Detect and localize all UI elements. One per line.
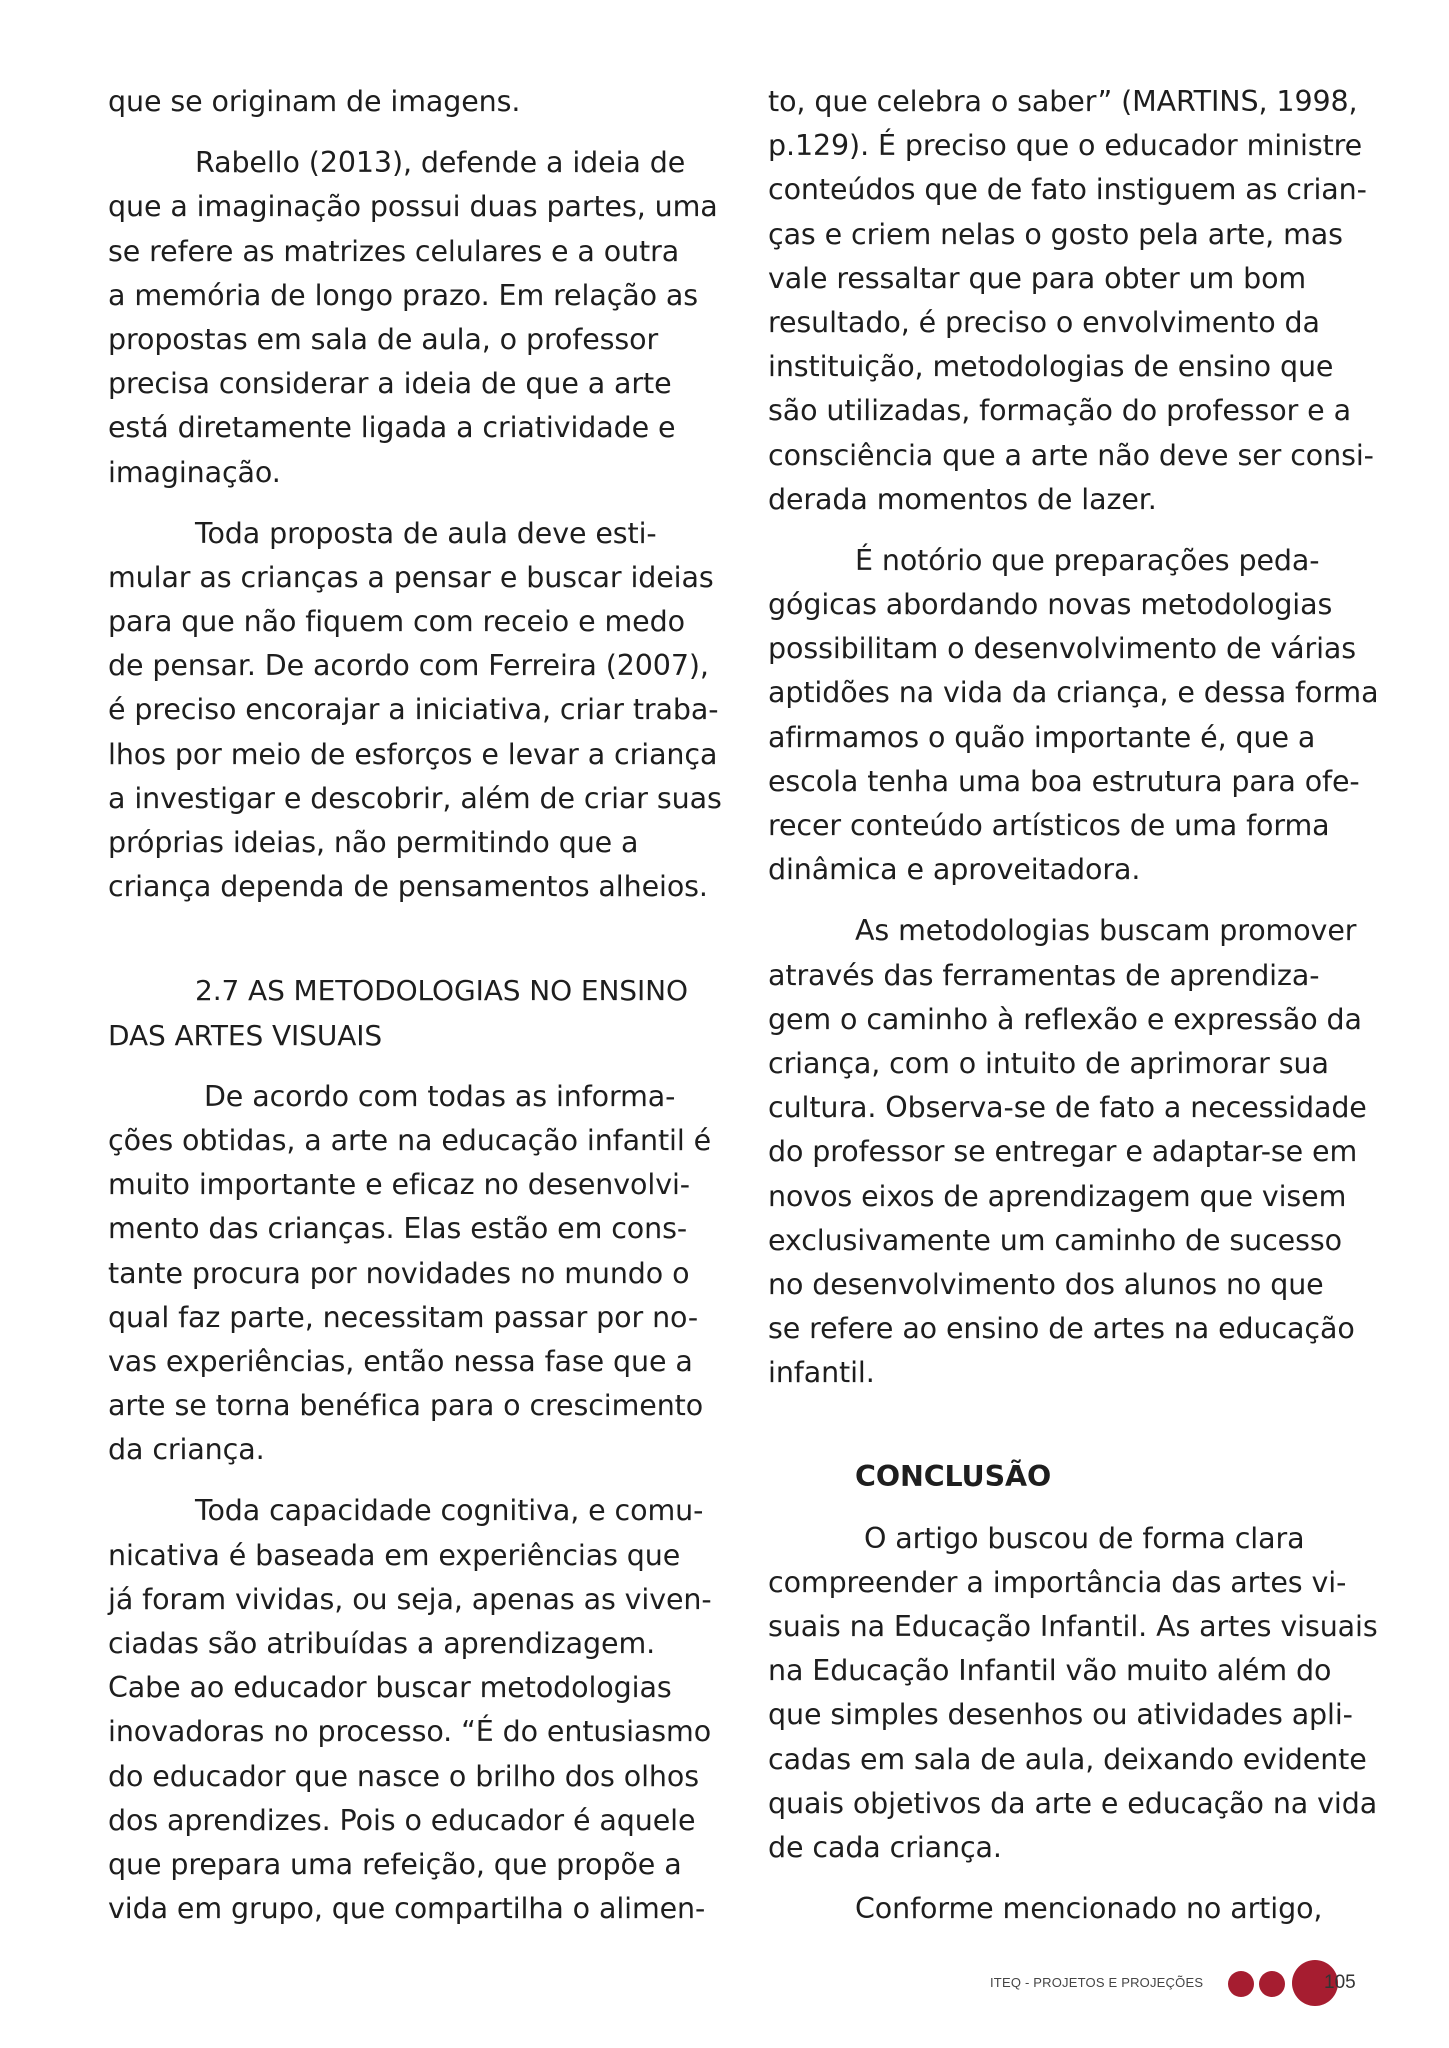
text-line: afirmamos o quão importante é, que a	[768, 720, 1316, 754]
text-line: para que não fiquem com receio e medo	[108, 605, 685, 639]
page-number: 105	[1324, 1972, 1356, 1993]
decorative-dot-icon	[1228, 1971, 1254, 1997]
text-line: quais objetivos da arte e educação na vida	[768, 1786, 1378, 1820]
text-line: cultura. Observa-se de fato a necessidade	[768, 1091, 1367, 1125]
text-line: Cabe ao educador buscar metodologias	[108, 1671, 672, 1705]
text-line: mento das crianças. Elas estão em cons-	[108, 1212, 688, 1246]
text-line: ções obtidas, a arte na educação infantil é	[108, 1123, 712, 1157]
text-line: propostas em sala de aula, o professor	[108, 322, 659, 356]
section-heading	[108, 969, 708, 1057]
text-line: que a imaginação possui duas partes, uma	[108, 190, 718, 224]
text-line: criança dependa de pensamentos alheios.	[108, 870, 708, 904]
text-line: Toda capacidade cognitiva, e comu-	[195, 1494, 704, 1528]
text-line: próprias ideias, não permitindo que a	[108, 826, 639, 859]
text-line: Conforme mencionado no artigo,	[855, 1892, 1323, 1926]
text-line: ças e criem nelas o gosto pela arte, mas	[768, 217, 1343, 251]
text-line: a investigar e descobrir, além de criar suas	[108, 781, 722, 815]
text-line: vida em grupo, que compartilha o alimen-	[108, 1892, 706, 1926]
paragraph	[768, 80, 1374, 522]
text-line: através das ferramentas de aprendiza-	[768, 958, 1320, 992]
text-line: derada momentos de lazer.	[768, 482, 1157, 516]
text-line: do professor se entregar e adaptar-se em	[768, 1135, 1358, 1169]
text-line: De acordo com todas as informa-	[195, 1079, 676, 1113]
text-line: Rabello (2013), defende a ideia de	[195, 146, 686, 180]
text-line: compreender a importância das artes vi-	[768, 1565, 1347, 1599]
text-line: As metodologias buscam promover	[855, 914, 1357, 948]
text-line: infantil.	[768, 1356, 875, 1390]
text-line: novos eixos de aprendizagem que visem	[768, 1179, 1347, 1213]
text-line: da criança.	[108, 1433, 265, 1467]
page-footer	[990, 1958, 1390, 2008]
paragraph	[108, 1075, 712, 1473]
text-line: inovadoras no processo. “É do entusiasmo	[108, 1715, 712, 1749]
text-line: aptidões na vida da criança, e dessa forma	[768, 676, 1379, 710]
text-line: no desenvolvimento dos alunos no que	[768, 1267, 1324, 1301]
text-line: gem o caminho à reflexão e expressão da	[768, 1002, 1362, 1036]
text-line: to, que celebra o saber” (MARTINS, 1998,	[768, 85, 1358, 118]
text-line: criança, com o intuito de aprimorar sua	[768, 1046, 1329, 1080]
decorative-dot-icon	[1259, 1971, 1285, 1997]
text-line: consciência que a arte não deve ser consi-	[768, 438, 1374, 472]
text-line: instituição, metodologias de ensino que	[768, 350, 1334, 384]
text-line: qual faz parte, necessitam passar por no-	[108, 1300, 699, 1334]
text-line: de pensar. De acordo com Ferreira (2007),	[108, 649, 709, 683]
left-column	[108, 80, 722, 1931]
text-line: dos aprendizes. Pois o educador é aquele	[108, 1803, 696, 1837]
text-line: precisa considerar a ideia de que a arte	[108, 367, 672, 401]
paragraph	[768, 909, 1367, 1395]
text-line: possibilitam o desenvolvimento de várias	[768, 632, 1357, 666]
paragraph	[768, 539, 1379, 893]
text-line: recer conteúdo artísticos de uma forma	[768, 809, 1330, 842]
text-line: a memória de longo prazo. Em relação as	[108, 278, 699, 312]
right-column	[768, 80, 1379, 1931]
text-line: escola tenha uma boa estrutura para ofe-	[768, 764, 1360, 798]
text-line: exclusivamente um caminho de sucesso	[768, 1223, 1342, 1257]
text-line: vas experiências, então nessa fase que a	[108, 1344, 693, 1378]
text-line: lhos por meio de esforços e levar a criança	[108, 737, 718, 771]
text-line: tante procura por novidades no mundo o	[108, 1256, 690, 1290]
paragraph	[108, 512, 722, 910]
text-line: que prepara uma refeição, que propõe a	[108, 1847, 682, 1881]
text-line: O artigo buscou de forma clara	[855, 1521, 1305, 1555]
text-line: se refere ao ensino de artes na educação	[768, 1312, 1355, 1346]
text-line: vale ressaltar que para obter um bom	[768, 261, 1307, 295]
text-line: de cada criança.	[768, 1830, 1002, 1864]
text-line: nicativa é baseada em experiências que	[108, 1538, 681, 1572]
text-line: é preciso encorajar a iniciativa, criar traba-	[108, 693, 719, 727]
paragraph	[108, 141, 718, 495]
text-line: É notório que preparações peda-	[855, 543, 1320, 577]
text-line: está diretamente ligada a criatividade e	[108, 411, 676, 445]
text-line: suais na Educação Infantil. As artes visuais	[768, 1610, 1378, 1643]
text-line: mular as crianças a pensar e buscar ideias	[108, 560, 714, 594]
text-line: conteúdos que de fato instiguem as crian-	[768, 173, 1367, 207]
text-line: p.129). É preciso que o educador ministre	[768, 129, 1363, 163]
text-line: resultado, é preciso o envolvimento da	[768, 305, 1320, 339]
text-line: na Educação Infantil vão muito além do	[768, 1654, 1332, 1688]
paragraph	[108, 1489, 712, 1931]
text-line: se refere as matrizes celulares e a outra	[108, 234, 680, 268]
text-line: que simples desenhos ou atividades apli-	[768, 1698, 1353, 1732]
paragraph	[768, 1517, 1378, 1871]
section-heading: CONCLUSÃO	[855, 1460, 1052, 1494]
text-line: imaginação.	[108, 455, 281, 489]
text-line: que se originam de imagens.	[108, 85, 521, 118]
text-line: já foram vividas, ou seja, apenas as viven-	[108, 1582, 712, 1616]
text-line: do educador que nasce o brilho dos olhos	[108, 1759, 699, 1793]
text-line: gógicas abordando novas metodologias	[768, 588, 1333, 622]
text-line: dinâmica e aproveitadora.	[768, 853, 1141, 887]
text-line: muito importante e eficaz no desenvolvi-	[108, 1168, 690, 1202]
text-line: cadas em sala de aula, deixando evidente	[768, 1742, 1367, 1776]
heading-line: 2.7 AS METODOLOGIAS NO ENSINO	[195, 974, 688, 1008]
text-line: Toda proposta de aula deve esti-	[195, 516, 657, 550]
heading-line: DAS ARTES VISUAIS	[108, 1018, 383, 1052]
text-line: arte se torna benéfica para o crescimento	[108, 1389, 704, 1423]
publication-name: ITEQ - PROJETOS E PROJEÇÕES	[990, 1975, 1204, 1990]
text-line: são utilizadas, formação do professor e a	[768, 394, 1351, 428]
paragraph	[108, 80, 708, 124]
text-line: ciadas são atribuídas a aprendizagem.	[108, 1627, 656, 1660]
paragraph	[768, 1887, 1363, 1931]
